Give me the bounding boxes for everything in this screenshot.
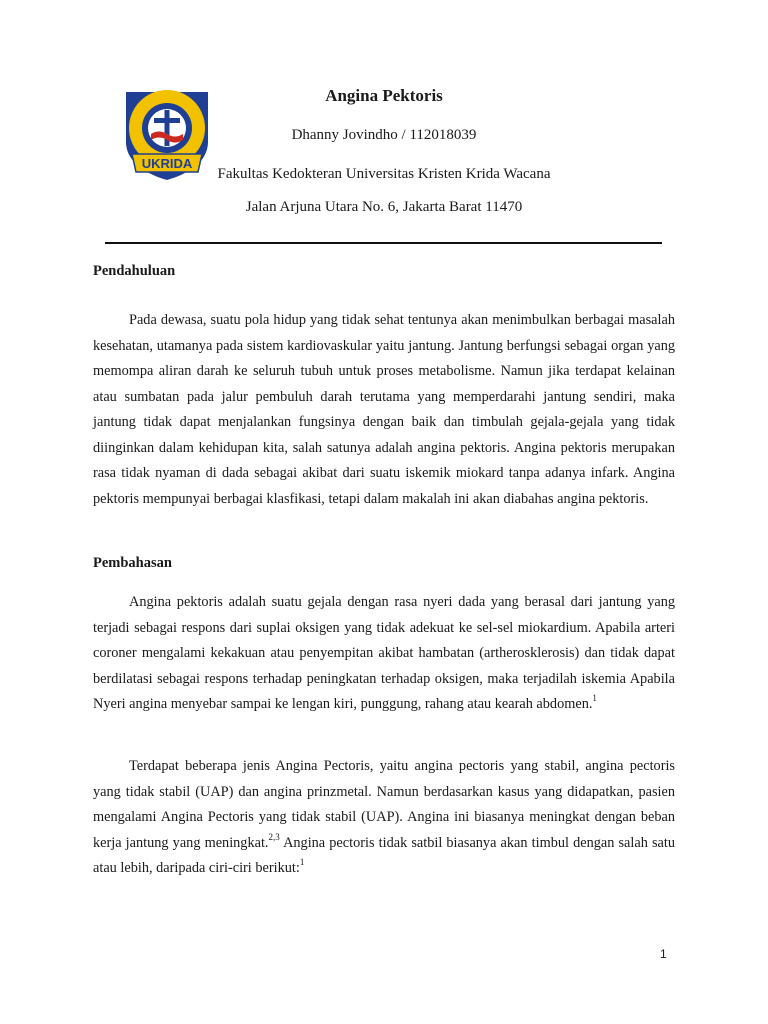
document-title: Angina Pektoris — [325, 86, 443, 105]
section-heading-pendahuluan: Pendahuluan — [93, 263, 176, 279]
citation-superscript: 1 — [299, 857, 305, 868]
section-heading-pembahasan: Pembahasan — [93, 555, 172, 571]
paragraph-text: Pada dewasa, suatu pola hidup yang tidak sehat tentunya akan menimbulkan berbagai masalah kesehatan, utamanya pada sistem kardiovaskular yaitu jantung. Jantung berfungsi sebagai organ yang memompa aliran darah ke seluruh tubuh untuk proses metabolisme. Namun jika terdapat kelainan atau sumbatan pada jalur pembuluh darah terutama yang memperdarahi jantung sendiri, maka jantung tidak dapat menjalankan fungsinya dengan baik dan timbulah gejala-gejala yang tidak diinginkan dalam kehidupan kita, salah satunya adalah angina pektoris. Angina pektoris merupakan rasa tidak nyaman di dada sebagai akibat dari suatu iskemik miokard tanpa adanya infark. Angina pektoris mempunyai berbagai klasfikasi, tetapi dalam makalah ini akan diabahas angina pektoris. — [93, 312, 675, 507]
header-divider — [105, 242, 662, 244]
citation-superscript: 1 — [592, 693, 597, 704]
paragraph-text: Terdapat beberapa jenis Angina Pectoris, yaitu angina pectoris yang stabil, angina pectoris yang tidak stabil (UAP) dan angina prinzmetal. Namun berdasarkan kasus yang didapatkan, pasien mengalami Angina Pectoris yang tidak stabil (UAP). Angina ini biasanya meningkat dengan beban kerja jantung yang meningkat. — [93, 758, 675, 851]
page-number: 1 — [660, 947, 667, 961]
paragraph-pembahasan-2 — [93, 754, 675, 882]
faculty-line: Fakultas Kedokteran Universitas Kristen Krida Wacana — [217, 166, 551, 182]
address-line: Jalan Arjuna Utara No. 6, Jakarta Barat 11470 — [245, 199, 523, 215]
logo-banner-text: UKRIDA — [141, 156, 193, 171]
paragraph-pendahuluan — [93, 308, 675, 512]
author-line: Dhanny Jovindho / 112018039 — [291, 127, 477, 143]
paragraph-text: Angina pektoris adalah suatu gejala dengan rasa nyeri dada yang berasal dari jantung yang terjadi sebagai respons dari suplai oksigen yang tidak adekuat ke sel-sel miokardium. Apabila arteri coroner mengalami kekakuan atau penyempitan akibat hambatan (artherosklerosis) dan tidak dapat berdilatasi sebagai respons terhadap peningkatan terhadap oksigen, maka terjadilah iskemia Apabila Nyeri angina menyebar sampai ke lengan kiri, punggung, rahang atau kearah abdomen. — [93, 594, 675, 712]
paragraph-text: Angina pectoris tidak satbil biasanya akan timbul dengan salah satu atau lebih, daripada ciri-ciri berikut: — [93, 834, 675, 876]
paragraph-pembahasan-1 — [93, 590, 675, 718]
citation-superscript: 2,3 — [268, 831, 280, 842]
